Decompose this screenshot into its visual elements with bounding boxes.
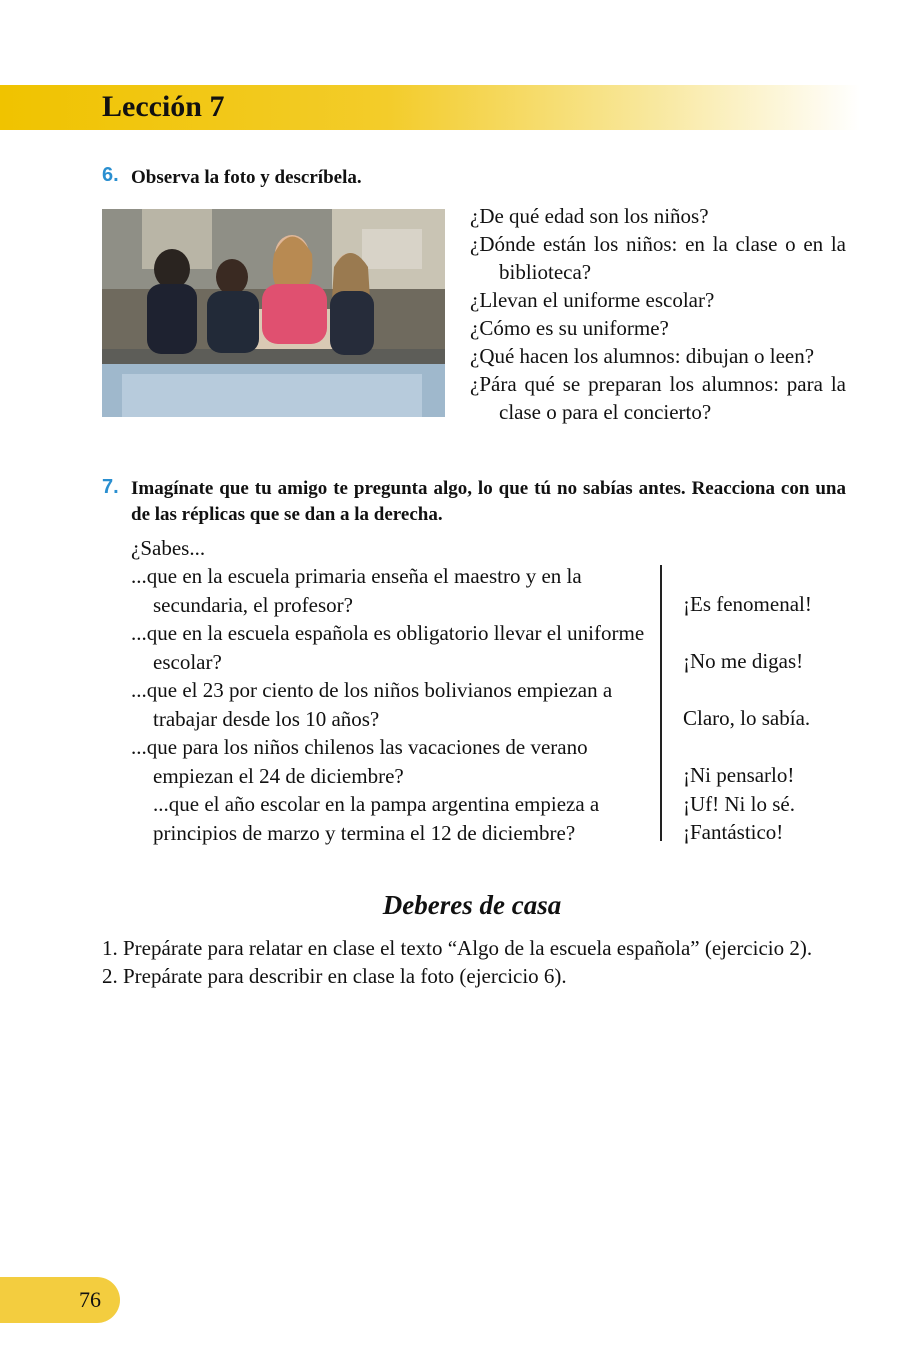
reply-item: ¡Fantástico! [683, 820, 784, 844]
statement-item: ...que para los niños chilenos las vacaciones de verano empiezan el 24 de diciembre? [131, 735, 588, 788]
exercise-7-title: Imagínate que tu amigo te pregunta algo, lo que tú no sabías antes. Reacciona con una de las réplicas que se dan a la derecha. [131, 478, 846, 525]
question-item: ¿Pára qué se preparan los alumnos: para la clase o para el concierto? [470, 372, 846, 424]
reply-item: ¡No me digas! [683, 649, 804, 673]
statement-item: ...que en la escuela española es obligatorio llevar el uniforme escolar? [131, 621, 645, 674]
replies-divider [660, 565, 662, 841]
reply-item: ¡Es fenomenal! [683, 592, 812, 616]
exercise-7-number: 7. [102, 476, 119, 498]
lesson-banner [0, 85, 860, 130]
reply-item: ¡Ni pensarlo! [683, 763, 795, 787]
page-number-tab [0, 1277, 120, 1323]
exercise-6-questions [470, 202, 846, 426]
classroom-photo [102, 209, 445, 417]
statement-item: ...que en la escuela primaria enseña el maestro y en la secundaria, el profesor? [131, 564, 582, 617]
reply-item: ¡Uf! Ni lo sé. [683, 792, 795, 816]
question-item: ¿Llevan el uniforme escolar? [470, 288, 715, 312]
exercise-7-intro: ¿Sabes... [131, 536, 206, 560]
question-item: ¿De qué edad son los niños? [470, 204, 709, 228]
question-item: ¿Cómo es su uniforme? [470, 316, 669, 340]
page-number: 76 [79, 1287, 101, 1312]
statement-item: ...que el 23 por ciento de los niños bolivianos empiezan a trabajar desde los 10 años? [131, 678, 613, 731]
homework-item: 2. Prepárate para describir en clase la foto (ejercicio 6). [102, 964, 567, 988]
exercise-7-statements [131, 562, 651, 847]
homework-title: Deberes de casa [382, 890, 562, 920]
question-item: ¿Qué hacen los alumnos: dibujan o leen? [470, 344, 815, 368]
reply-item: Claro, lo sabía. [683, 706, 811, 730]
exercise-6-number: 6. [102, 164, 119, 186]
exercise-6-title: Observa la foto y descríbela. [131, 167, 362, 188]
statement-item: ...que el año escolar en la pampa argentina empieza a principios de marzo y termina el 12 de diciembre? [153, 792, 600, 845]
homework-item: 1. Prepárate para relatar en clase el texto “Algo de la escuela española” (ejercicio 2). [102, 936, 813, 960]
homework-list [102, 934, 846, 990]
lesson-title: Lección 7 [102, 90, 225, 123]
question-item: ¿Dónde están los niños: en la clase o en la biblioteca? [470, 232, 846, 284]
